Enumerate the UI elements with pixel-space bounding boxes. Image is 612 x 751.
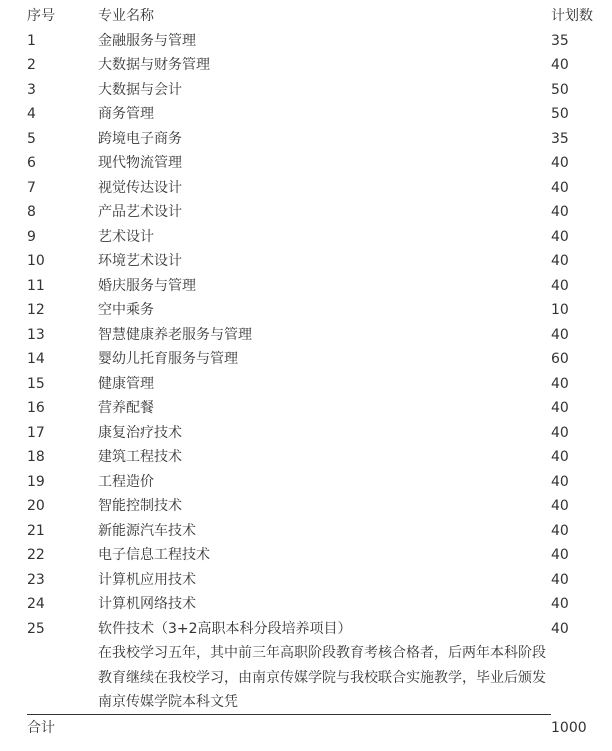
table-row bbox=[0, 617, 612, 641]
row-major: 金融服务与管理 bbox=[98, 32, 196, 49]
table-row bbox=[0, 445, 612, 469]
row-plan: 50 bbox=[551, 81, 569, 98]
table-row bbox=[0, 127, 612, 151]
row-plan: 40 bbox=[551, 522, 569, 539]
row-plan: 60 bbox=[551, 351, 569, 367]
row-major: 计算机网络技术 bbox=[98, 596, 196, 612]
row-index: 13 bbox=[27, 326, 45, 343]
row-plan: 40 bbox=[551, 57, 569, 73]
row-index: 7 bbox=[27, 179, 36, 196]
row-major: 大数据与财务管理 bbox=[98, 57, 210, 73]
row-major: 视觉传达设计 bbox=[98, 179, 182, 196]
table-header bbox=[0, 4, 612, 28]
table-row bbox=[0, 249, 612, 273]
row-index: 20 bbox=[27, 498, 45, 514]
total-divider bbox=[27, 714, 551, 715]
row-major: 康复治疗技术 bbox=[98, 424, 182, 441]
table-row bbox=[0, 323, 612, 347]
header-major: 专业名称 bbox=[98, 8, 154, 24]
table-row bbox=[0, 200, 612, 224]
row-index: 18 bbox=[27, 449, 45, 465]
row-index: 5 bbox=[27, 130, 36, 147]
row-index: 3 bbox=[27, 81, 36, 98]
row-major: 健康管理 bbox=[98, 375, 154, 392]
row-index: 14 bbox=[27, 351, 45, 367]
row-index: 11 bbox=[27, 277, 45, 294]
row-index: 6 bbox=[27, 155, 36, 171]
row-index: 17 bbox=[27, 424, 45, 441]
row-major: 艺术设计 bbox=[98, 228, 154, 245]
row-major: 营养配餐 bbox=[98, 400, 154, 416]
row-plan: 40 bbox=[551, 253, 569, 269]
table-row bbox=[0, 519, 612, 543]
row-plan: 40 bbox=[551, 498, 569, 514]
row-major: 产品艺术设计 bbox=[98, 204, 182, 220]
row-major: 智慧健康养老服务与管理 bbox=[98, 326, 252, 343]
row-plan: 40 bbox=[551, 375, 569, 392]
row-index: 9 bbox=[27, 228, 36, 245]
program-note-line: 教育继续在我校学习，由南京传媒学院与我校联合实施教学，毕业后颁发 bbox=[98, 669, 546, 686]
row-major: 空中乘务 bbox=[98, 302, 154, 318]
row-plan: 40 bbox=[551, 155, 569, 171]
row-plan: 35 bbox=[551, 32, 569, 49]
row-major: 计算机应用技术 bbox=[98, 571, 196, 588]
table-row bbox=[0, 568, 612, 592]
row-plan: 40 bbox=[551, 473, 569, 490]
row-plan: 40 bbox=[551, 547, 569, 563]
table-row bbox=[0, 53, 612, 77]
table-row bbox=[0, 421, 612, 445]
row-plan: 40 bbox=[551, 400, 569, 416]
row-major: 现代物流管理 bbox=[98, 155, 182, 171]
row-index: 16 bbox=[27, 400, 45, 416]
row-plan: 40 bbox=[551, 571, 569, 588]
row-plan: 40 bbox=[551, 277, 569, 294]
table-row bbox=[0, 151, 612, 175]
row-index: 12 bbox=[27, 302, 45, 318]
row-major: 商务管理 bbox=[98, 106, 154, 122]
row-plan: 40 bbox=[551, 228, 569, 245]
table-row bbox=[0, 29, 612, 53]
row-major: 智能控制技术 bbox=[98, 498, 182, 514]
row-plan: 40 bbox=[551, 620, 569, 637]
row-major: 婚庆服务与管理 bbox=[98, 277, 196, 294]
row-index: 25 bbox=[27, 620, 45, 637]
row-plan: 40 bbox=[551, 596, 569, 612]
row-major: 大数据与会计 bbox=[98, 81, 182, 98]
row-index: 19 bbox=[27, 473, 45, 490]
table-row bbox=[0, 298, 612, 322]
row-plan: 40 bbox=[551, 449, 569, 465]
table-row bbox=[0, 78, 612, 102]
row-index: 24 bbox=[27, 596, 45, 612]
table-row bbox=[0, 494, 612, 518]
row-major: 环境艺术设计 bbox=[98, 253, 182, 269]
row-index: 15 bbox=[27, 375, 45, 392]
row-plan: 50 bbox=[551, 106, 569, 122]
row-major: 建筑工程技术 bbox=[98, 449, 182, 465]
row-index: 23 bbox=[27, 571, 45, 588]
row-major: 工程造价 bbox=[98, 473, 154, 490]
table-row bbox=[0, 396, 612, 420]
table-row bbox=[0, 372, 612, 396]
program-note-line: 南京传媒学院本科文凭 bbox=[98, 694, 238, 710]
header-plan: 计划数 bbox=[551, 8, 593, 24]
row-major: 新能源汽车技术 bbox=[98, 522, 196, 539]
row-major: 电子信息工程技术 bbox=[98, 547, 210, 563]
table-row bbox=[0, 225, 612, 249]
row-major: 婴幼儿托育服务与管理 bbox=[98, 351, 238, 367]
table-row bbox=[0, 543, 612, 567]
table-row bbox=[0, 102, 612, 126]
total-value: 1000 bbox=[551, 720, 587, 736]
row-plan: 40 bbox=[551, 204, 569, 220]
row-index: 4 bbox=[27, 106, 36, 122]
row-plan: 35 bbox=[551, 130, 569, 147]
table-row bbox=[0, 347, 612, 371]
total-label: 合计 bbox=[27, 720, 55, 736]
program-note-line: 在我校学习五年，其中前三年高职阶段教育考核合格者，后两年本科阶段 bbox=[98, 645, 546, 661]
row-plan: 40 bbox=[551, 424, 569, 441]
row-plan: 40 bbox=[551, 179, 569, 196]
table-row bbox=[0, 592, 612, 616]
row-index: 8 bbox=[27, 204, 36, 220]
row-index: 2 bbox=[27, 57, 36, 73]
row-index: 22 bbox=[27, 547, 45, 563]
total-row bbox=[0, 716, 612, 740]
row-plan: 40 bbox=[551, 326, 569, 343]
row-index: 10 bbox=[27, 253, 45, 269]
row-plan: 10 bbox=[551, 302, 569, 318]
row-index: 1 bbox=[27, 32, 36, 49]
table-row bbox=[0, 274, 612, 298]
row-index: 21 bbox=[27, 522, 45, 539]
header-index: 序号 bbox=[27, 8, 55, 24]
row-major: 软件技术（3+2高职本科分段培养项目） bbox=[98, 620, 352, 637]
table-row bbox=[0, 176, 612, 200]
row-major: 跨境电子商务 bbox=[98, 130, 182, 147]
table-row bbox=[0, 470, 612, 494]
